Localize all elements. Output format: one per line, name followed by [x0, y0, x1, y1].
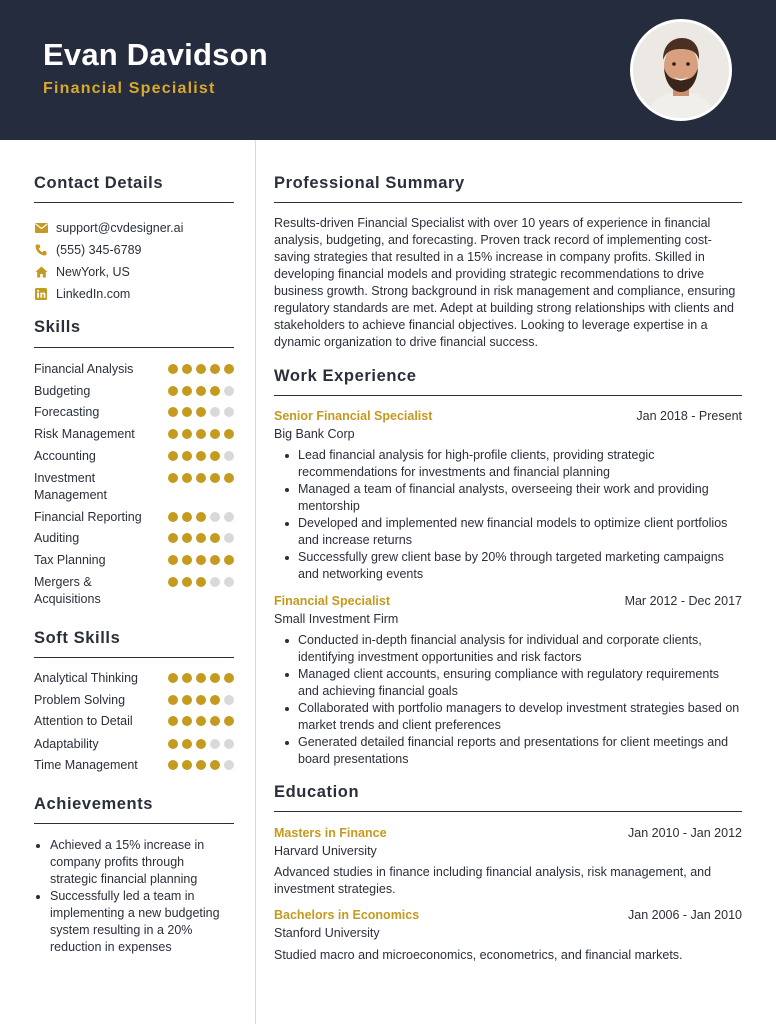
- contact-location-text: NewYork, US: [56, 265, 130, 279]
- rating-dot-filled: [210, 695, 220, 705]
- soft-skill-row: [34, 736, 234, 753]
- soft-skill-rating: [168, 760, 234, 770]
- job-bullet: Generated detailed financial reports and presentations for client meetings and board presentations: [274, 734, 742, 768]
- job-bullet: Managed client accounts, ensuring compliance with regulatory requirements and achieving financial goals: [274, 666, 742, 700]
- summary-rule: [274, 202, 742, 203]
- contact-phone[interactable]: [34, 241, 141, 259]
- achievements-list: [34, 837, 234, 956]
- rating-dot-filled: [196, 386, 206, 396]
- skill-rating: [168, 473, 234, 483]
- skill-rating: [168, 577, 234, 587]
- rating-dot-empty: [224, 407, 234, 417]
- rating-dot-filled: [196, 673, 206, 683]
- rating-dot-filled: [168, 577, 178, 587]
- skill-label: Investment Management: [34, 471, 107, 502]
- skill-label: Risk Management: [34, 427, 135, 441]
- skills-section-title: Skills: [34, 318, 81, 336]
- rating-dot-empty: [224, 512, 234, 522]
- summary-section-title: Professional Summary: [274, 174, 465, 192]
- contact-email-text: support@cvdesigner.ai: [56, 221, 184, 235]
- job-title: Senior Financial Specialist: [274, 409, 433, 423]
- rating-dot-empty: [224, 451, 234, 461]
- skill-rating: [168, 407, 234, 417]
- rating-dot-filled: [210, 473, 220, 483]
- rating-dot-filled: [196, 716, 206, 726]
- job-bullet: Conducted in-depth financial analysis for individual and corporate clients, identifying investment opportunities and risk factors: [274, 632, 742, 666]
- skill-row: [34, 574, 234, 608]
- rating-dot-filled: [168, 739, 178, 749]
- rating-dot-empty: [224, 386, 234, 396]
- home-icon: [34, 265, 48, 279]
- soft-skills-rule: [34, 657, 234, 658]
- soft-skill-rating: [168, 695, 234, 705]
- soft-skill-rating: [168, 673, 234, 683]
- experience-section-title: Work Experience: [274, 367, 417, 385]
- candidate-role: Financial Specialist: [43, 80, 216, 97]
- rating-dot-filled: [168, 555, 178, 565]
- rating-dot-filled: [210, 555, 220, 565]
- skill-row: [34, 426, 234, 443]
- job-title: Financial Specialist: [274, 594, 391, 608]
- phone-icon: [34, 243, 48, 257]
- rating-dot-filled: [224, 364, 234, 374]
- achievements-section-title: Achievements: [34, 795, 154, 813]
- job-bullet: Successfully grew client base by 20% through targeted marketing campaigns and networking events: [274, 549, 742, 583]
- rating-dot-filled: [182, 512, 192, 522]
- skill-row: [34, 470, 234, 504]
- rating-dot-filled: [182, 473, 192, 483]
- rating-dot-filled: [224, 429, 234, 439]
- rating-dot-filled: [224, 673, 234, 683]
- rating-dot-filled: [210, 533, 220, 543]
- skill-row: [34, 552, 234, 569]
- degree-date: Jan 2006 - Jan 2010: [628, 908, 742, 922]
- job-company: Big Bank Corp: [274, 427, 355, 441]
- rating-dot-filled: [168, 533, 178, 543]
- soft-skill-label: Time Management: [34, 758, 138, 772]
- profile-photo: [630, 19, 732, 121]
- school-name: Stanford University: [274, 926, 380, 940]
- rating-dot-filled: [196, 760, 206, 770]
- rating-dot-filled: [182, 673, 192, 683]
- rating-dot-filled: [210, 716, 220, 726]
- skill-row: [34, 448, 234, 465]
- rating-dot-filled: [182, 533, 192, 543]
- skill-rating: [168, 386, 234, 396]
- rating-dot-filled: [210, 364, 220, 374]
- rating-dot-empty: [224, 739, 234, 749]
- rating-dot-empty: [224, 760, 234, 770]
- rating-dot-filled: [196, 577, 206, 587]
- resume-header: [0, 0, 776, 140]
- skill-rating: [168, 429, 234, 439]
- rating-dot-filled: [182, 577, 192, 587]
- summary-text: Results-driven Financial Specialist with over 10 years of experience in financial analysis, budgeting, and forecasting. Proven track record of implementing cost-saving strategies that resulted in a 15% increase in company profits. Skilled in developing financial models and providing strategic recommendations to drive business growth. Strong background in risk management and compliance, ensuring regulatory standards are met. Adept at building strong relationships with clients and stakeholders to achieve financial objectives. Looking to leverage expertise in a dynamic organization to drive financial success.: [274, 216, 736, 349]
- job-bullets: [274, 447, 742, 583]
- rating-dot-filled: [182, 760, 192, 770]
- achievements-rule: [34, 823, 234, 824]
- skill-row: [34, 361, 234, 378]
- skill-row: [34, 530, 234, 547]
- rating-dot-filled: [210, 760, 220, 770]
- soft-skills-section-title: Soft Skills: [34, 629, 121, 647]
- skill-label: Financial Analysis: [34, 362, 134, 376]
- rating-dot-filled: [224, 716, 234, 726]
- soft-skill-row: [34, 713, 234, 730]
- rating-dot-filled: [196, 555, 206, 565]
- rating-dot-empty: [210, 407, 220, 417]
- rating-dot-filled: [168, 673, 178, 683]
- column-divider: [255, 140, 256, 1024]
- skill-rating: [168, 512, 234, 522]
- rating-dot-filled: [182, 451, 192, 461]
- rating-dot-filled: [182, 716, 192, 726]
- rating-dot-empty: [224, 695, 234, 705]
- linkedin-icon: [34, 287, 48, 301]
- rating-dot-filled: [210, 673, 220, 683]
- rating-dot-filled: [182, 695, 192, 705]
- rating-dot-empty: [210, 577, 220, 587]
- soft-skill-label: Analytical Thinking: [34, 671, 138, 685]
- skill-row: [34, 383, 234, 400]
- contact-rule: [34, 202, 234, 203]
- skill-rating: [168, 533, 234, 543]
- rating-dot-filled: [210, 451, 220, 461]
- skill-label: Forecasting: [34, 405, 100, 419]
- job-bullets: [274, 632, 742, 768]
- skill-label: Mergers & Acquisitions: [34, 575, 101, 606]
- skill-label: Budgeting: [34, 384, 91, 398]
- skill-label: Auditing: [34, 531, 80, 545]
- contact-section-title: Contact Details: [34, 174, 164, 192]
- job-company: Small Investment Firm: [274, 612, 399, 626]
- soft-skill-rating: [168, 716, 234, 726]
- skill-label: Accounting: [34, 449, 96, 463]
- candidate-name: Evan Davidson: [43, 37, 268, 72]
- soft-skill-label: Adaptability: [34, 737, 99, 751]
- job-date: Mar 2012 - Dec 2017: [624, 594, 742, 608]
- contact-phone-text: (555) 345-6789: [56, 243, 142, 257]
- rating-dot-filled: [196, 364, 206, 374]
- job-bullet: Collaborated with portfolio managers to develop investment strategies based on market trends and client preferences: [274, 700, 742, 734]
- avatar-icon: [633, 22, 729, 118]
- rating-dot-filled: [168, 429, 178, 439]
- rating-dot-filled: [168, 716, 178, 726]
- rating-dot-filled: [224, 555, 234, 565]
- degree-date: Jan 2010 - Jan 2012: [628, 826, 742, 840]
- rating-dot-empty: [224, 533, 234, 543]
- rating-dot-filled: [168, 473, 178, 483]
- contact-linkedin-text: LinkedIn.com: [56, 287, 131, 301]
- rating-dot-filled: [196, 473, 206, 483]
- achievement-item: Achieved a 15% increase in company profits through strategic financial planning: [34, 837, 234, 888]
- skill-label: Financial Reporting: [34, 510, 142, 524]
- experience-rule: [274, 395, 742, 396]
- rating-dot-empty: [210, 512, 220, 522]
- achievement-item: Successfully led a team in implementing a new budgeting system resulting in a 20% reduction in expenses: [34, 888, 234, 956]
- job-bullet: Managed a team of financial analysts, overseeing their work and providing mentorship: [274, 481, 742, 515]
- rating-dot-filled: [168, 407, 178, 417]
- rating-dot-filled: [182, 364, 192, 374]
- rating-dot-filled: [196, 429, 206, 439]
- rating-dot-empty: [210, 739, 220, 749]
- soft-skill-rating: [168, 739, 234, 749]
- soft-skill-row: [34, 757, 234, 774]
- degree-description: Studied macro and microeconomics, econometrics, and financial markets.: [274, 948, 683, 962]
- skills-rule: [34, 347, 234, 348]
- rating-dot-filled: [196, 407, 206, 417]
- job-bullet: Developed and implemented new financial models to optimize client portfolios and increase returns: [274, 515, 742, 549]
- skill-rating: [168, 451, 234, 461]
- rating-dot-filled: [182, 739, 192, 749]
- rating-dot-filled: [210, 386, 220, 396]
- skill-row: [34, 509, 234, 526]
- skill-label: Tax Planning: [34, 553, 106, 567]
- degree-title: Bachelors in Economics: [274, 908, 420, 922]
- rating-dot-filled: [168, 364, 178, 374]
- soft-skill-label: Attention to Detail: [34, 714, 133, 728]
- rating-dot-filled: [168, 451, 178, 461]
- school-name: Harvard University: [274, 844, 377, 858]
- job-date: Jan 2018 - Present: [636, 409, 742, 423]
- degree-title: Masters in Finance: [274, 826, 387, 840]
- rating-dot-filled: [224, 473, 234, 483]
- rating-dot-filled: [196, 451, 206, 461]
- rating-dot-filled: [196, 739, 206, 749]
- education-rule: [274, 811, 742, 812]
- soft-skill-row: [34, 670, 234, 687]
- soft-skill-label: Problem Solving: [34, 693, 126, 707]
- rating-dot-filled: [196, 533, 206, 543]
- envelope-icon: [34, 221, 48, 235]
- contact-linkedin[interactable]: [34, 285, 130, 303]
- soft-skill-row: [34, 692, 234, 709]
- rating-dot-filled: [182, 386, 192, 396]
- rating-dot-filled: [182, 429, 192, 439]
- education-section-title: Education: [274, 783, 360, 801]
- skill-rating: [168, 555, 234, 565]
- rating-dot-filled: [196, 695, 206, 705]
- rating-dot-filled: [182, 555, 192, 565]
- job-bullet: Lead financial analysis for high-profile clients, providing strategic recommendations for investments and financial planning: [274, 447, 742, 481]
- contact-location: [34, 263, 130, 281]
- degree-description: Advanced studies in finance including financial analysis, risk management, and investment strategies.: [274, 865, 712, 896]
- skill-row: [34, 404, 234, 421]
- rating-dot-filled: [168, 760, 178, 770]
- skill-rating: [168, 364, 234, 374]
- rating-dot-empty: [224, 577, 234, 587]
- rating-dot-filled: [210, 429, 220, 439]
- contact-email[interactable]: [34, 219, 183, 237]
- rating-dot-filled: [168, 386, 178, 396]
- rating-dot-filled: [182, 407, 192, 417]
- rating-dot-filled: [168, 695, 178, 705]
- rating-dot-filled: [196, 512, 206, 522]
- rating-dot-filled: [168, 512, 178, 522]
